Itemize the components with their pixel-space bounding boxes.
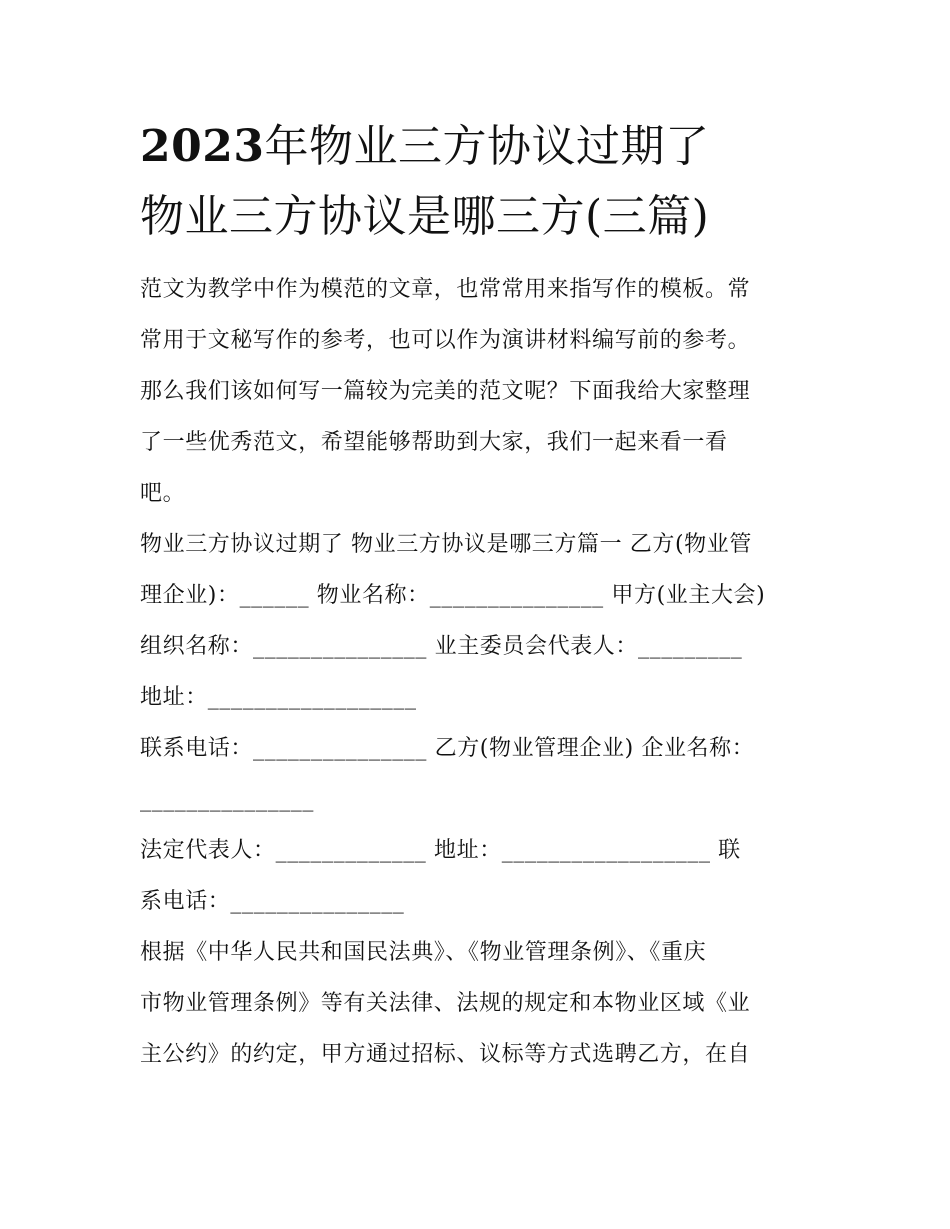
text-line: 吧。 [140,481,186,506]
text-line: 组织名称：_______________ 业主委员会代表人：_________ [140,634,743,659]
text-line: 了一些优秀范文，希望能够帮助到大家，我们一起来看一看 [140,430,728,455]
text-line: 常用于文秘写作的参考，也可以作为演讲材料编写前的参考。 [140,328,751,353]
text-line: 那么我们该如何写一篇较为完美的范文呢？下面我给大家整理 [140,379,751,404]
text-line: 市物业管理条例》等有关法律、法规的规定和本物业区域《业 [140,991,751,1016]
document-title [140,112,812,252]
text-line: 地址：__________________ [140,685,417,710]
text-line: 法定代表人：_____________ 地址：__________________ 联 [140,838,741,863]
text-line: 联系电话：_______________ 乙方(物业管理企业) 企业名称： [140,736,755,761]
text-line: 根据《中华人民共和国民法典》、《物业管理条例》、《重庆 [140,940,707,965]
title-year: 2023 [140,121,265,172]
text-line: 理企业)：______ 物业名称：_______________ 甲方(业主大会) [140,583,766,608]
text-line: 主公约》的约定，甲方通过招标、议标等方式选聘乙方，在自 [140,1042,751,1067]
text-line: 范文为教学中作为模范的文章，也常常用来指写作的模板。常 [140,277,751,302]
document-body [140,112,812,1080]
legal-basis-paragraph [140,927,812,1080]
title-line-1 [140,112,812,182]
title-line-2: 物业三方协议是哪三方(三篇) [140,191,710,242]
text-line: _______________ [140,787,314,812]
text-line: 物业三方协议过期了 物业三方协议是哪三方篇一 乙方(物业管 [140,532,752,557]
intro-paragraph [140,264,812,519]
party-info-paragraph [140,519,812,723]
text-line: 系电话：_______________ [140,889,405,914]
title-line-1-text: 年物业三方协议过期了 [264,121,710,172]
legal-rep-paragraph [140,825,812,927]
contact-paragraph [140,723,812,825]
